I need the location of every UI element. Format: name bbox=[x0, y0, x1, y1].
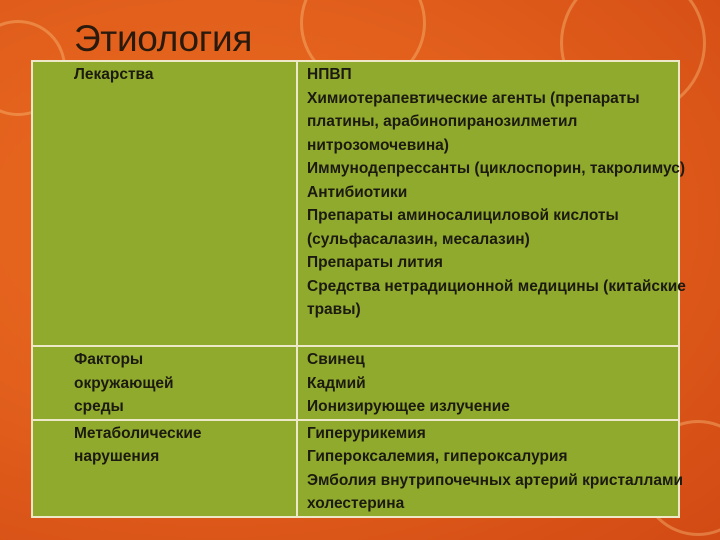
items-cell bbox=[297, 346, 679, 420]
item-text: Препараты аминосалициловой кислоты bbox=[307, 207, 619, 224]
item-text: НПВП bbox=[307, 66, 352, 83]
category-text: Лекарства bbox=[74, 66, 154, 83]
item-text: (сульфасалазин, месалазин) bbox=[307, 230, 530, 248]
category-cell bbox=[32, 420, 297, 517]
category-text: нарушения bbox=[74, 448, 160, 465]
slide-title: Этиология bbox=[74, 18, 253, 59]
table-row bbox=[32, 61, 679, 346]
item-text: Антибиотики bbox=[307, 183, 408, 201]
item-text: Ионизирующее излучение bbox=[307, 398, 510, 415]
item-text: Свинец bbox=[307, 351, 365, 368]
item-text: Кадмий bbox=[307, 374, 366, 392]
item-text: Средства нетрадиционной медицины (китайские bbox=[307, 277, 686, 295]
item-text: Гиперурикемия bbox=[307, 424, 426, 442]
item-text: платины, арабинопиранозилметил bbox=[307, 113, 578, 130]
item-text: Препараты лития bbox=[307, 254, 443, 271]
items-cell bbox=[297, 420, 683, 517]
item-text: Эмболия внутрипочечных артерий кристаллами bbox=[307, 471, 683, 489]
category-text: Метаболические bbox=[74, 424, 202, 442]
item-text: нитрозомочевина) bbox=[307, 136, 449, 154]
category-cell bbox=[32, 346, 297, 420]
table-row bbox=[32, 420, 679, 517]
category-text: окружающей bbox=[74, 374, 174, 392]
item-text: Гипероксалемия, гипероксалурия bbox=[307, 448, 568, 465]
item-text: холестерина bbox=[307, 495, 405, 512]
category-text: Факторы bbox=[74, 351, 144, 368]
item-text: Иммунодепрессанты (циклоспорин, такролимус) bbox=[307, 160, 686, 177]
items-cell bbox=[297, 61, 686, 346]
item-text: травы) bbox=[307, 301, 361, 318]
category-text: среды bbox=[74, 398, 124, 415]
item-text: Химиотерапевтические агенты (препараты bbox=[307, 89, 640, 107]
table-row bbox=[32, 346, 679, 420]
category-cell bbox=[32, 61, 297, 346]
etiology-table bbox=[31, 60, 686, 518]
